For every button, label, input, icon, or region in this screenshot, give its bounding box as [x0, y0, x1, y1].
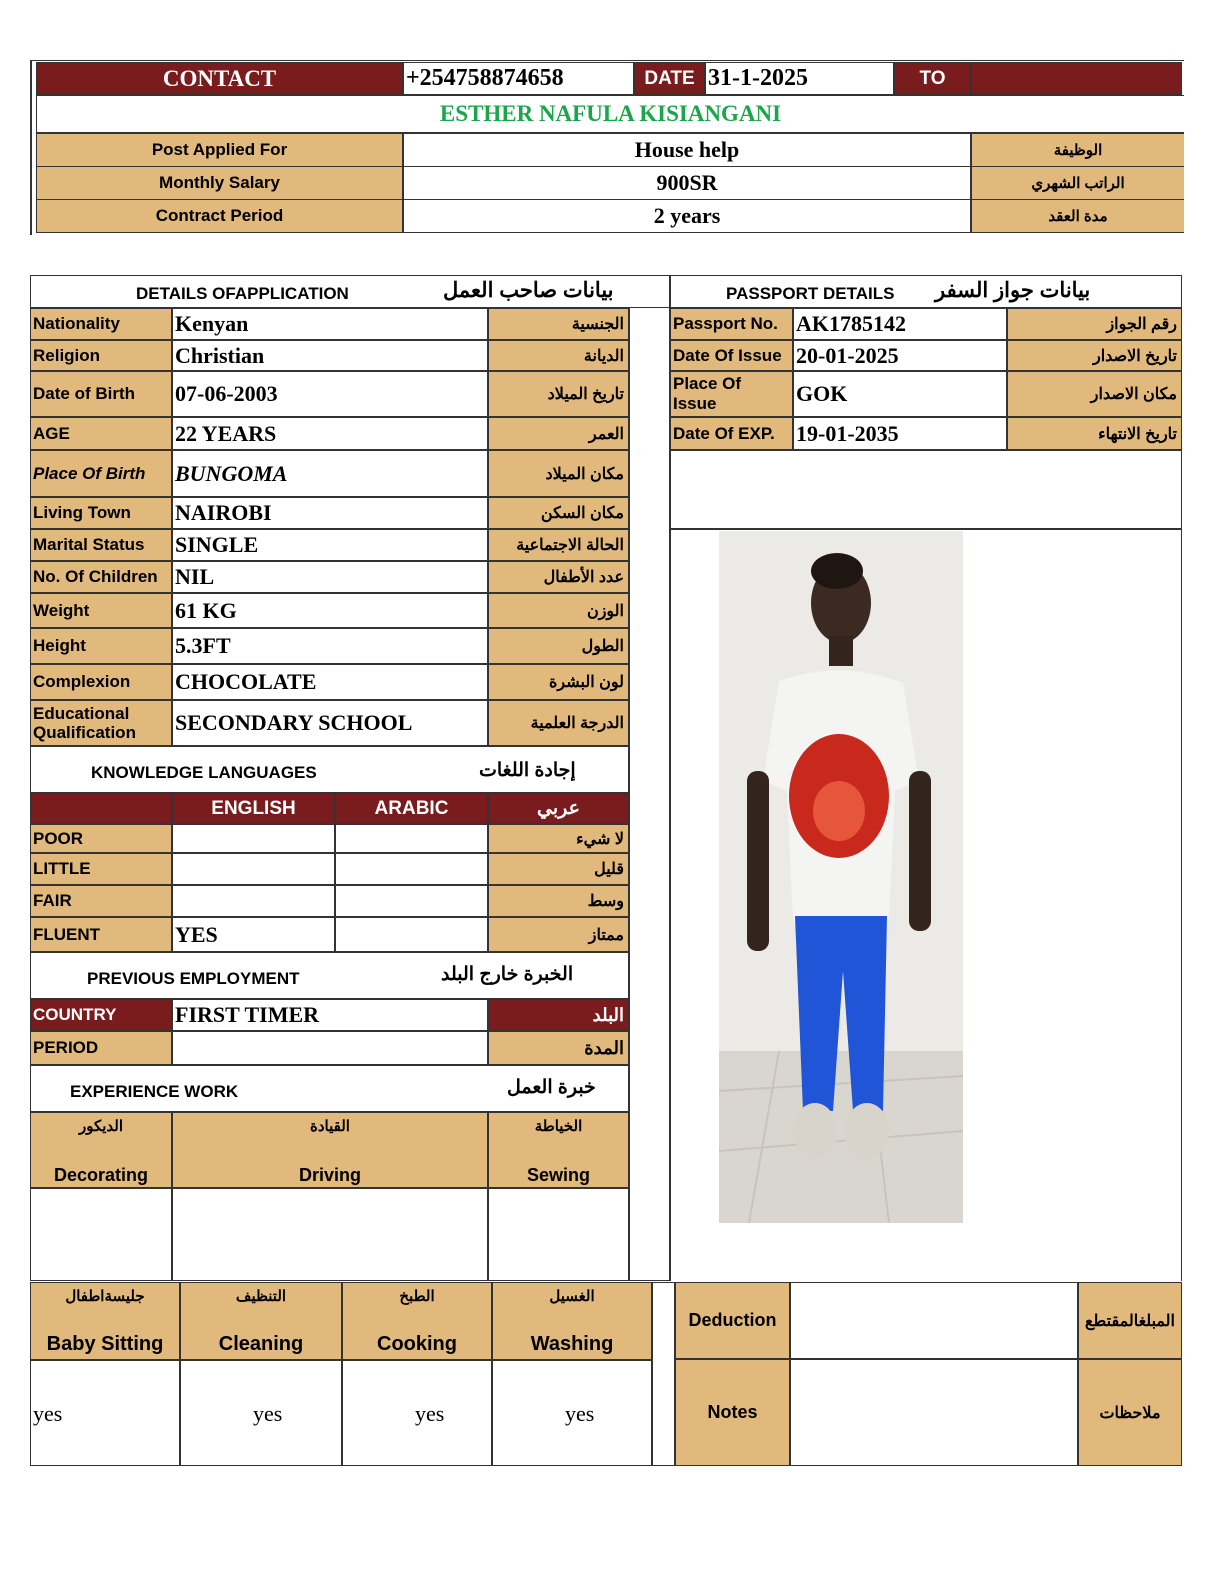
- notes-label-cell: [675, 1359, 790, 1466]
- app-value: NIL: [175, 564, 215, 589]
- app-value-cell: [172, 417, 488, 450]
- app-value: CHOCOLATE: [175, 669, 317, 694]
- rule: [30, 60, 1184, 61]
- deduction-value-cell: [790, 1282, 1078, 1359]
- skill-value: yes: [565, 1401, 595, 1426]
- lang-english-value: YES: [175, 921, 218, 947]
- app-value: SECONDARY SCHOOL: [175, 710, 413, 735]
- app-value-cell: [172, 529, 488, 561]
- passport-value: 19-01-2035: [796, 420, 899, 446]
- job-value: 900SR: [656, 170, 718, 195]
- app-label-cell: [30, 593, 172, 628]
- period-ar: المدة: [584, 1037, 624, 1058]
- app-value: 07-06-2003: [175, 381, 278, 406]
- lang-level-ar: ممتاز: [588, 926, 624, 944]
- country-ar: البلد: [592, 1004, 624, 1025]
- app-value-cell: [172, 664, 488, 700]
- lang-col-arabic: [335, 793, 488, 824]
- lang-col-arabic-ar: [488, 793, 629, 824]
- languages-title-ar: إجادة اللغات: [479, 760, 576, 781]
- app-arabic: مكان السكن: [540, 505, 624, 522]
- job-label: Monthly Salary: [159, 173, 280, 192]
- lang-level: FLUENT: [33, 924, 101, 944]
- app-label-cell: [30, 628, 172, 664]
- app-arabic: الحالة الاجتماعية: [516, 537, 624, 554]
- skill-value-cell: [172, 1188, 488, 1281]
- app-label-cell: [30, 340, 172, 371]
- passport-value: GOK: [796, 381, 848, 406]
- skill-ar: الخياطة: [534, 1118, 583, 1135]
- skill-header-cell: [488, 1112, 629, 1188]
- app-value: Kenyan: [175, 311, 249, 336]
- app-ar-cell: [488, 700, 629, 746]
- lang-level: POOR: [33, 828, 84, 848]
- skill-value-cell: [342, 1360, 492, 1466]
- passport-value-cell: [793, 340, 1007, 371]
- candidate-photo: [719, 531, 963, 1223]
- name-cell: [36, 95, 1184, 133]
- application-title-ar: بيانات صاحب العمل: [443, 279, 614, 302]
- app-label: Weight: [33, 600, 90, 620]
- experience-title: EXPERIENCE WORK: [70, 1082, 239, 1101]
- app-label-cell: [30, 700, 172, 746]
- skill-en: Cooking: [377, 1333, 457, 1355]
- passport-label-cell: [670, 308, 793, 340]
- app-value-cell: [172, 340, 488, 371]
- spacer-column: [629, 308, 670, 1281]
- job-arabic: مدة العقد: [1048, 208, 1108, 225]
- app-value: Christian: [175, 342, 265, 368]
- job-ar-cell: [971, 199, 1184, 233]
- app-label: No. Of Children: [33, 567, 158, 586]
- to-label: TO: [919, 67, 946, 89]
- app-label-cell: [30, 371, 172, 417]
- app-label: Place Of Birth: [33, 463, 146, 483]
- skill-ar: القيادة: [310, 1118, 350, 1135]
- skill-value: yes: [33, 1401, 63, 1426]
- app-label: Height: [33, 636, 86, 655]
- lang-english-cell: [172, 885, 335, 917]
- job-label: Post Applied For: [151, 140, 288, 159]
- country-label-cell: [30, 999, 172, 1031]
- app-label: Nationality: [33, 314, 120, 333]
- skill-header-cell: [492, 1282, 652, 1360]
- job-value-cell: [403, 166, 971, 200]
- lang-header-blank: [30, 793, 172, 824]
- lang-level-ar: قليل: [594, 861, 624, 878]
- passport-label-cell: [670, 371, 793, 417]
- country-value-cell: [172, 999, 488, 1031]
- job-ar-cell: [971, 133, 1184, 167]
- app-value-cell: [172, 561, 488, 593]
- application-title: DETAILS OFAPPLICATION: [136, 284, 349, 303]
- country-value: FIRST TIMER: [175, 1002, 320, 1027]
- deduction-label-cell: [675, 1282, 790, 1359]
- passport-label: Date Of Issue: [673, 345, 782, 365]
- to-value-cell: [971, 62, 1182, 95]
- experience-title-ar: خبرة العمل: [507, 1077, 596, 1098]
- period-ar-cell: [488, 1031, 629, 1065]
- app-label: Living Town: [33, 503, 131, 522]
- skill-value: yes: [253, 1401, 283, 1426]
- passport-title-cell: [670, 275, 1182, 308]
- app-label-cell: [30, 450, 172, 497]
- lang-level-ar-cell: [488, 917, 629, 952]
- app-arabic: الوزن: [586, 602, 624, 620]
- skill-header-cell: [342, 1282, 492, 1360]
- job-value-cell: [403, 199, 971, 233]
- app-value: SINGLE: [175, 532, 259, 557]
- app-arabic: الطول: [581, 638, 624, 655]
- job-label-cell: [36, 199, 403, 233]
- footer-spacer: [652, 1282, 675, 1466]
- app-ar-cell: [488, 308, 629, 340]
- app-value: 61 KG: [175, 597, 237, 623]
- lang-col-arabic-label: ARABIC: [374, 797, 449, 819]
- passport-blank-area: [670, 450, 1182, 529]
- date-label: DATE: [644, 67, 695, 89]
- job-value-cell: [403, 133, 971, 167]
- skill-ar: الغسيل: [549, 1288, 595, 1305]
- lang-level-cell: [30, 885, 172, 917]
- app-ar-cell: [488, 450, 629, 497]
- app-value-cell: [172, 593, 488, 628]
- date-label-cell: [634, 62, 705, 95]
- passport-arabic: مكان الاصدار: [1090, 386, 1177, 403]
- app-arabic: الدرجة العلمية: [530, 715, 624, 732]
- app-value-cell: [172, 371, 488, 417]
- period-label-cell: [30, 1031, 172, 1065]
- lang-col-arabic-ar-label: عربي: [537, 798, 580, 819]
- lang-level: LITTLE: [33, 859, 91, 878]
- skill-ar: جليسةاطفال: [65, 1288, 145, 1305]
- lang-english-cell: [172, 853, 335, 885]
- app-label: Date of Birth: [33, 384, 135, 403]
- app-arabic: الديانة: [583, 347, 624, 365]
- passport-value-cell: [793, 371, 1007, 417]
- lang-level: FAIR: [33, 891, 72, 910]
- contact-label-cell: [36, 62, 403, 95]
- app-ar-cell: [488, 497, 629, 529]
- contact-phone: +254758874658: [406, 65, 564, 91]
- lang-level-cell: [30, 824, 172, 853]
- app-ar-cell: [488, 561, 629, 593]
- app-ar-cell: [488, 664, 629, 700]
- contact-value-cell: [403, 62, 634, 95]
- lang-arabic-cell: [335, 885, 488, 917]
- app-arabic: عدد الأطفال: [543, 569, 624, 586]
- lang-level-cell: [30, 917, 172, 952]
- passport-ar-cell: [1007, 308, 1182, 340]
- notes-label: Notes: [707, 1402, 758, 1422]
- job-value: House help: [634, 137, 740, 162]
- languages-title: KNOWLEDGE LANGUAGES: [91, 763, 317, 782]
- notes-ar-cell: [1078, 1359, 1182, 1466]
- passport-title-ar: بيانات جواز السفر: [935, 279, 1091, 302]
- skill-value-cell: [30, 1360, 180, 1466]
- candidate-name: ESTHER NAFULA KISIANGANI: [439, 101, 782, 126]
- skill-en: Cleaning: [218, 1333, 304, 1355]
- passport-ar-cell: [1007, 371, 1182, 417]
- app-arabic: العمر: [588, 425, 624, 443]
- deduction-label: Deduction: [688, 1310, 777, 1330]
- app-value: 5.3FT: [175, 633, 231, 658]
- skill-ar: التنظيف: [235, 1288, 287, 1305]
- app-label-cell: [30, 664, 172, 700]
- app-label-cell: [30, 417, 172, 450]
- app-ar-cell: [488, 371, 629, 417]
- to-label-cell: [894, 62, 971, 95]
- passport-value-cell: [793, 417, 1007, 450]
- app-value: BUNGOMA: [175, 460, 288, 486]
- lang-level-ar-cell: [488, 885, 629, 917]
- application-title-cell: [30, 275, 670, 308]
- lang-col-english: [172, 793, 335, 824]
- app-label: Religion: [33, 345, 101, 365]
- passport-value-cell: [793, 308, 1007, 340]
- passport-label-cell: [670, 340, 793, 371]
- passport-value: AK1785142: [796, 311, 906, 336]
- passport-title: PASSPORT DETAILS: [726, 284, 895, 303]
- passport-label-cell: [670, 417, 793, 450]
- employment-title-cell: [30, 952, 629, 999]
- passport-label: Passport No.: [673, 314, 778, 333]
- lang-english-cell: [172, 917, 335, 952]
- app-ar-cell: [488, 417, 629, 450]
- job-label: Contract Period: [155, 206, 284, 225]
- skill-en: Sewing: [526, 1165, 590, 1185]
- passport-ar-cell: [1007, 340, 1182, 371]
- app-ar-cell: [488, 593, 629, 628]
- languages-title-cell: [30, 746, 629, 793]
- skill-value-cell: [488, 1188, 629, 1281]
- skill-en: Driving: [298, 1165, 361, 1185]
- date-value: 31-1-2025: [708, 65, 808, 91]
- lang-col-english-label: ENGLISH: [211, 797, 296, 819]
- skill-value-cell: [180, 1360, 342, 1466]
- notes-ar: ملاحظات: [1099, 1404, 1161, 1422]
- app-value-cell: [172, 700, 488, 746]
- lang-english-cell: [172, 824, 335, 853]
- lang-arabic-cell: [335, 824, 488, 853]
- lang-level-ar-cell: [488, 824, 629, 853]
- app-arabic: الجنسية: [571, 316, 624, 333]
- employment-title-ar: الخبرة خارج البلد: [441, 964, 574, 985]
- app-ar-cell: [488, 628, 629, 664]
- employment-title: PREVIOUS EMPLOYMENT: [87, 969, 300, 988]
- skill-ar: الطبخ: [399, 1288, 435, 1305]
- job-label-cell: [36, 166, 403, 200]
- country-ar-cell: [488, 999, 629, 1031]
- job-arabic: الوظيفة: [1053, 142, 1103, 159]
- app-label-cell: [30, 497, 172, 529]
- notes-value-cell: [790, 1359, 1078, 1466]
- person-illustration: [719, 531, 963, 1223]
- job-ar-cell: [971, 166, 1184, 200]
- deduction-ar: المبلغالمقتطع: [1085, 1312, 1175, 1330]
- left-border: [30, 60, 32, 235]
- skill-value-cell: [30, 1188, 172, 1281]
- app-arabic: تاريخ الميلاد: [547, 386, 624, 403]
- app-label: Educational Qualification: [33, 704, 136, 742]
- lang-level-cell: [30, 853, 172, 885]
- period-value-cell: [172, 1031, 488, 1065]
- app-ar-cell: [488, 529, 629, 561]
- experience-title-cell: [30, 1065, 629, 1112]
- app-ar-cell: [488, 340, 629, 371]
- skill-ar: الديكور: [78, 1118, 124, 1135]
- app-arabic: مكان الميلاد: [545, 465, 624, 483]
- skill-value: yes: [415, 1401, 445, 1426]
- skill-en: Washing: [530, 1333, 614, 1355]
- passport-label: Date Of EXP.: [673, 423, 775, 443]
- lang-level-ar: وسط: [587, 893, 624, 910]
- skill-header-cell: [180, 1282, 342, 1360]
- passport-arabic: تاريخ الانتهاء: [1098, 425, 1177, 443]
- lang-arabic-cell: [335, 853, 488, 885]
- passport-ar-cell: [1007, 417, 1182, 450]
- skill-en: Decorating: [53, 1165, 149, 1185]
- skill-header-cell: [30, 1282, 180, 1360]
- app-label-cell: [30, 561, 172, 593]
- app-label-cell: [30, 308, 172, 340]
- app-value-cell: [172, 308, 488, 340]
- app-label: AGE: [33, 423, 70, 443]
- app-value-cell: [172, 497, 488, 529]
- passport-label: Place Of Issue: [673, 374, 742, 413]
- app-value-cell: [172, 450, 488, 497]
- lang-level-ar-cell: [488, 853, 629, 885]
- job-arabic: الراتب الشهري: [1031, 175, 1125, 192]
- passport-value: 20-01-2025: [796, 342, 899, 368]
- job-label-cell: [36, 133, 403, 167]
- skill-header-cell: [172, 1112, 488, 1188]
- deduction-ar-cell: [1078, 1282, 1182, 1359]
- app-arabic: لون البشرة: [549, 674, 624, 691]
- app-value: 22 YEARS: [175, 420, 277, 446]
- job-value: 2 years: [653, 203, 721, 228]
- app-label-cell: [30, 529, 172, 561]
- skill-value-cell: [492, 1360, 652, 1466]
- lang-arabic-cell: [335, 917, 488, 952]
- lang-level-ar: لا شيء: [576, 830, 624, 848]
- app-label: Complexion: [33, 672, 131, 691]
- passport-arabic: تاريخ الاصدار: [1092, 347, 1177, 365]
- period-label: PERIOD: [33, 1038, 99, 1057]
- app-value: NAIROBI: [175, 500, 272, 525]
- contact-label: CONTACT: [162, 65, 277, 91]
- date-value-cell: [705, 62, 894, 95]
- app-value-cell: [172, 628, 488, 664]
- skill-header-cell: [30, 1112, 172, 1188]
- app-label: Marital Status: [33, 535, 145, 554]
- passport-arabic: رقم الجواز: [1106, 316, 1177, 333]
- skill-en: Baby Sitting: [46, 1333, 164, 1355]
- country-label: COUNTRY: [33, 1005, 117, 1024]
